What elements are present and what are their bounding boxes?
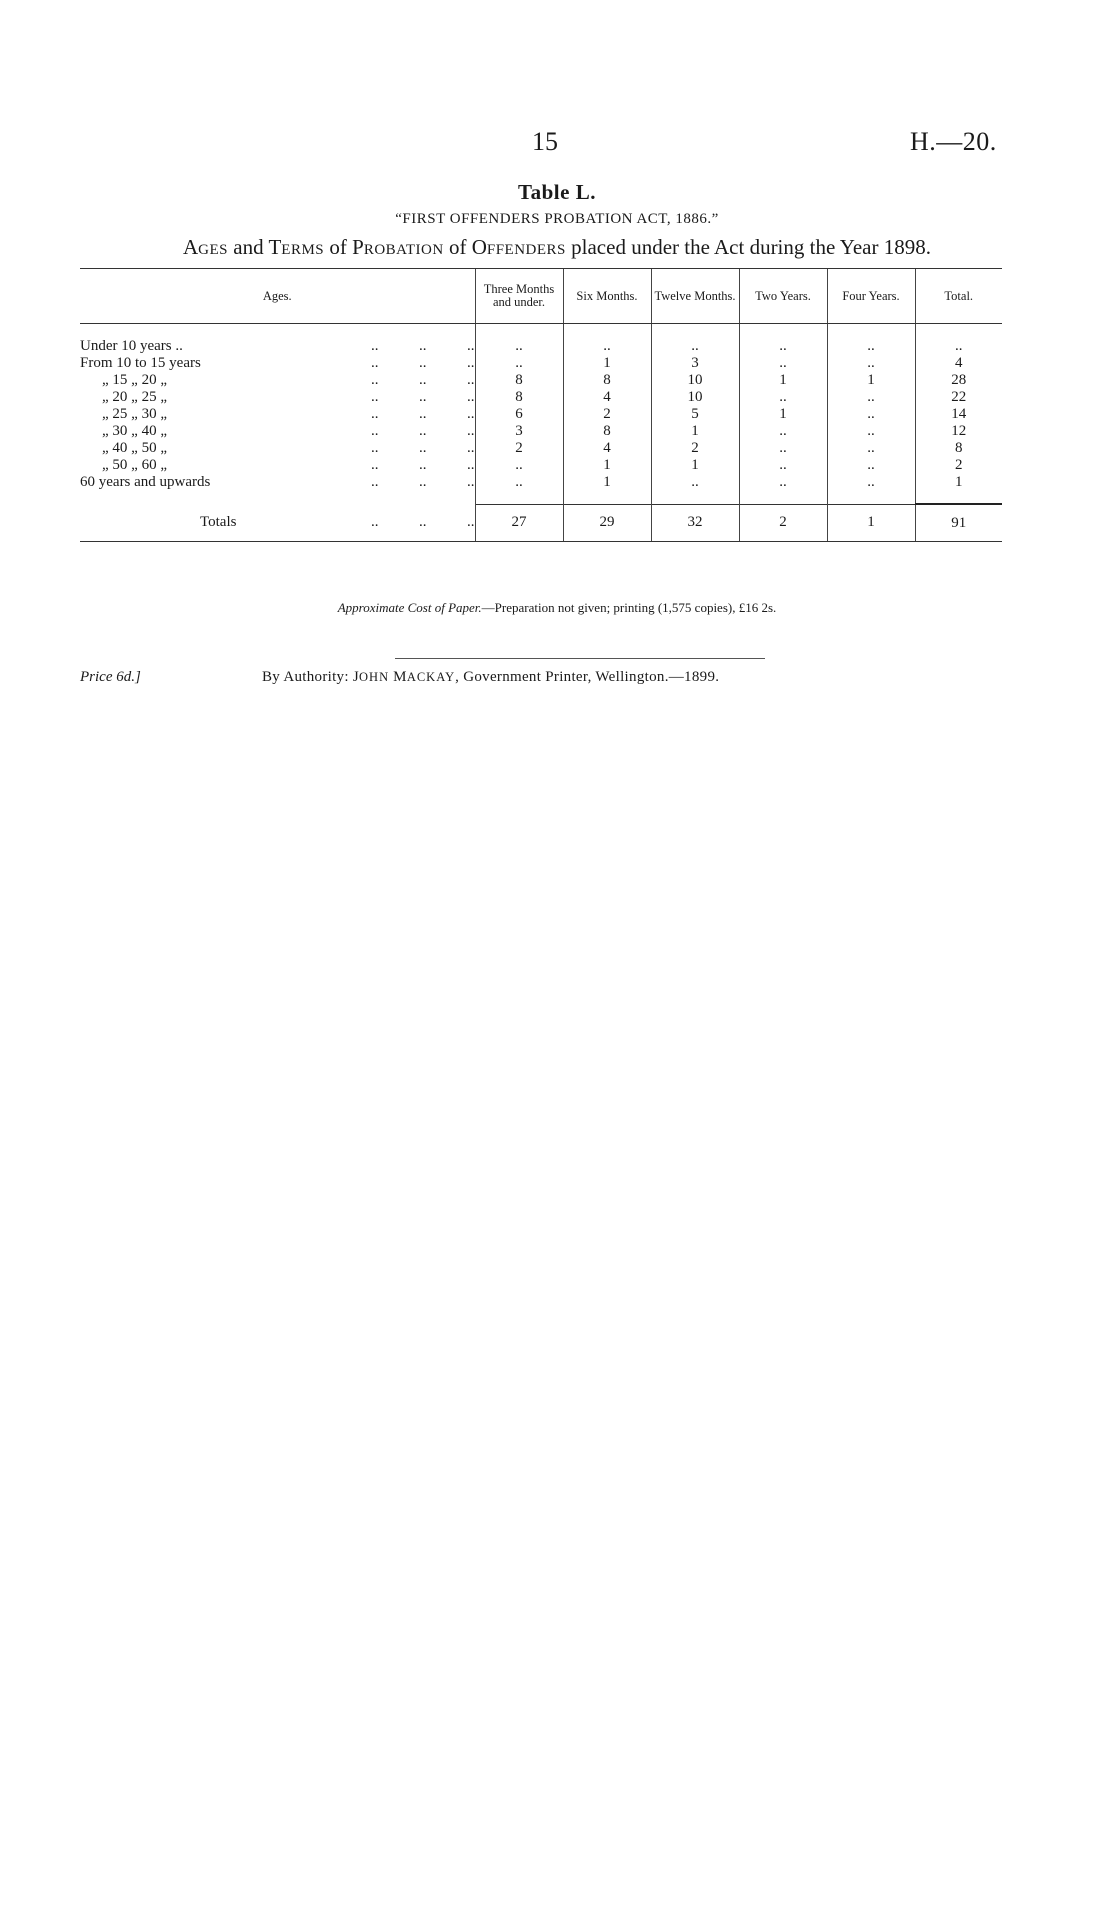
cell-twelve-months: 10 [651,389,739,406]
dot-leaders [331,457,475,474]
cell-twelve-months: 10 [651,372,739,389]
cell-twelve-months: 1 [651,423,739,440]
age-label: „ 40 „ 50 „ [102,440,167,456]
cell-total: 8 [915,440,1002,457]
subtitle-part: FFENDERS [486,242,566,258]
table-row [80,338,1002,355]
dot-leader: .. [371,514,379,530]
age-label: 60 years and upwards [80,474,211,490]
dot-leader: .. [419,474,427,490]
table-row [80,457,1002,474]
dot-leader: .. [467,338,475,354]
cell-four-years: .. [827,355,915,372]
total-four-years: 1 [827,504,915,541]
cell-four-years: 1 [827,372,915,389]
column-header-three-months: Three Months and under. [475,269,563,324]
dot-leader: .. [467,423,475,439]
cell-total: 12 [915,423,1002,440]
totals-row [80,504,1002,541]
cell-six-months: 1 [563,474,651,491]
dot-leaders [331,355,475,372]
dot-leader: .. [371,355,379,371]
total-twelve-months: 32 [651,504,739,541]
table-row [80,406,1002,423]
subtitle-part: and [228,235,269,259]
dot-leader: .. [371,474,379,490]
cell-two-years: .. [739,474,827,491]
age-label: From 10 to 15 years [80,355,201,371]
cell-four-years: .. [827,406,915,423]
dot-leader: .. [419,440,427,456]
authority-part: OHN [359,670,390,684]
table-bottom-rule [80,541,1002,542]
cell-six-months: .. [563,338,651,355]
cost-note [0,600,1114,616]
dot-leader: .. [419,389,427,405]
dot-leaders [331,423,475,440]
table-row [80,372,1002,389]
cell-six-months: 1 [563,457,651,474]
cell-total: 2 [915,457,1002,474]
cell-two-years: .. [739,389,827,406]
dot-leader: .. [371,423,379,439]
dot-leaders [331,474,475,491]
cell-total: 22 [915,389,1002,406]
cell-six-months: 2 [563,406,651,423]
dot-leader: .. [467,474,475,490]
cell-three-months: .. [475,457,563,474]
table-row [80,355,1002,372]
age-label-cell [80,457,475,474]
cell-two-years: .. [739,423,827,440]
dot-leaders [331,406,475,423]
table-row [80,423,1002,440]
subtitle-part: ROBATION [363,242,444,258]
dot-leader: .. [467,389,475,405]
cell-two-years: 1 [739,372,827,389]
table-header-row [80,269,1002,324]
cell-total: .. [915,338,1002,355]
subtitle-part: placed under the Act during the Year 1898. [565,235,931,259]
total-six-months: 29 [563,504,651,541]
subtitle-part: ERMS [281,242,325,258]
cell-three-months: .. [475,338,563,355]
dot-leaders [331,338,475,355]
column-header-two-years: Two Years. [739,269,827,324]
cell-two-years: .. [739,457,827,474]
dot-leaders [331,514,475,531]
age-label: „ 15 „ 20 „ [102,372,167,388]
subtitle-part: of [324,235,353,259]
dot-leader: .. [371,457,379,473]
table-row [80,474,1002,491]
table-title: Table L. [518,180,596,204]
dot-leader: .. [419,406,427,422]
subtitle-part: T [268,235,282,259]
dot-leader: .. [467,514,475,530]
act-title: “FIRST OFFENDERS PROBATION ACT, 1886.” [395,211,719,227]
authority-part: J [352,669,360,685]
age-label: „ 50 „ 60 „ [102,457,167,473]
subtitle-part: GES [198,242,229,258]
dot-leader: .. [419,457,427,473]
age-label: „ 30 „ 40 „ [102,423,167,439]
dot-leader: .. [371,338,379,354]
probation-statistics-table [80,268,1002,542]
dot-leader: .. [467,440,475,456]
cell-six-months: 8 [563,372,651,389]
cell-three-months: 6 [475,406,563,423]
column-header-four-years: Four Years. [827,269,915,324]
column-header-six-months: Six Months. [563,269,651,324]
age-label: „ 20 „ 25 „ [102,389,167,405]
cell-total: 28 [915,372,1002,389]
cell-twelve-months: .. [651,474,739,491]
table-spacer [80,491,1002,504]
cell-twelve-months: 1 [651,457,739,474]
age-label-cell [80,474,475,491]
authority-part: By Authority: [262,669,353,685]
cell-twelve-months: 2 [651,440,739,457]
cell-four-years: .. [827,423,915,440]
subtitle-part: A [183,235,199,259]
totals-label-cell [80,504,475,541]
table-subtitle [0,235,1114,260]
dot-leader: .. [419,372,427,388]
cell-twelve-months: 5 [651,406,739,423]
cell-three-months: 8 [475,372,563,389]
cell-six-months: 8 [563,423,651,440]
subtitle-part: P [352,235,364,259]
total-two-years: 2 [739,504,827,541]
dot-leader: .. [419,423,427,439]
age-label-cell [80,338,475,355]
cell-twelve-months: .. [651,338,739,355]
age-label-cell [80,406,475,423]
price: Price 6d.] [80,669,141,685]
age-label-cell [80,355,475,372]
cost-note-heading: Approximate Cost of Paper. [337,600,482,615]
table-row [80,389,1002,406]
cell-two-years: .. [739,440,827,457]
age-label: „ 25 „ 30 „ [102,406,167,422]
dot-leader: .. [419,338,427,354]
cell-three-months: .. [475,474,563,491]
column-header-ages: Ages. [80,269,475,324]
dot-leaders [331,389,475,406]
dot-leader: .. [371,406,379,422]
dot-leader: .. [371,372,379,388]
cell-four-years: .. [827,338,915,355]
age-label-cell [80,440,475,457]
dot-leader: .. [371,389,379,405]
cell-three-months: 2 [475,440,563,457]
column-header-total: Total. [915,269,1002,324]
authority-part: , Government Printer, Wellington.—1899. [455,669,720,685]
authority-part: ACKAY [406,670,456,684]
dot-leaders [331,372,475,389]
cell-six-months: 4 [563,389,651,406]
dot-leader: .. [419,355,427,371]
total-total: 91 [915,504,1002,541]
dot-leader: .. [467,406,475,422]
cell-three-months: .. [475,355,563,372]
totals-label: Totals [200,514,237,530]
cell-total: 14 [915,406,1002,423]
subtitle-part: of [443,235,472,259]
dot-leader: .. [467,372,475,388]
cell-two-years: 1 [739,406,827,423]
dot-leader: .. [467,355,475,371]
cell-three-months: 8 [475,389,563,406]
table-spacer [80,324,1002,339]
dot-leader: .. [371,440,379,456]
document-reference: H.—20. [910,127,997,156]
cell-four-years: .. [827,474,915,491]
subtitle-part: O [471,235,487,259]
cell-two-years: .. [739,355,827,372]
cell-six-months: 4 [563,440,651,457]
cell-two-years: .. [739,338,827,355]
cell-total: 4 [915,355,1002,372]
divider [395,658,765,659]
cell-six-months: 1 [563,355,651,372]
authority-part: M [393,669,407,685]
dot-leader: .. [467,457,475,473]
dot-leader: .. [419,514,427,530]
dot-leaders [331,440,475,457]
age-label: Under 10 years .. [80,338,183,354]
cell-four-years: .. [827,440,915,457]
cost-note-text: —Preparation not given; printing (1,575 copies), £16 2s. [481,600,777,615]
printer-authority [262,669,719,686]
age-label-cell [80,372,475,389]
age-label-cell [80,423,475,440]
cell-three-months: 3 [475,423,563,440]
page-number: 15 [532,127,558,156]
cell-four-years: .. [827,457,915,474]
column-header-twelve-months: Twelve Months. [651,269,739,324]
age-label-cell [80,389,475,406]
table-row [80,440,1002,457]
total-three-months: 27 [475,504,563,541]
cell-four-years: .. [827,389,915,406]
cell-twelve-months: 3 [651,355,739,372]
cell-total: 1 [915,474,1002,491]
